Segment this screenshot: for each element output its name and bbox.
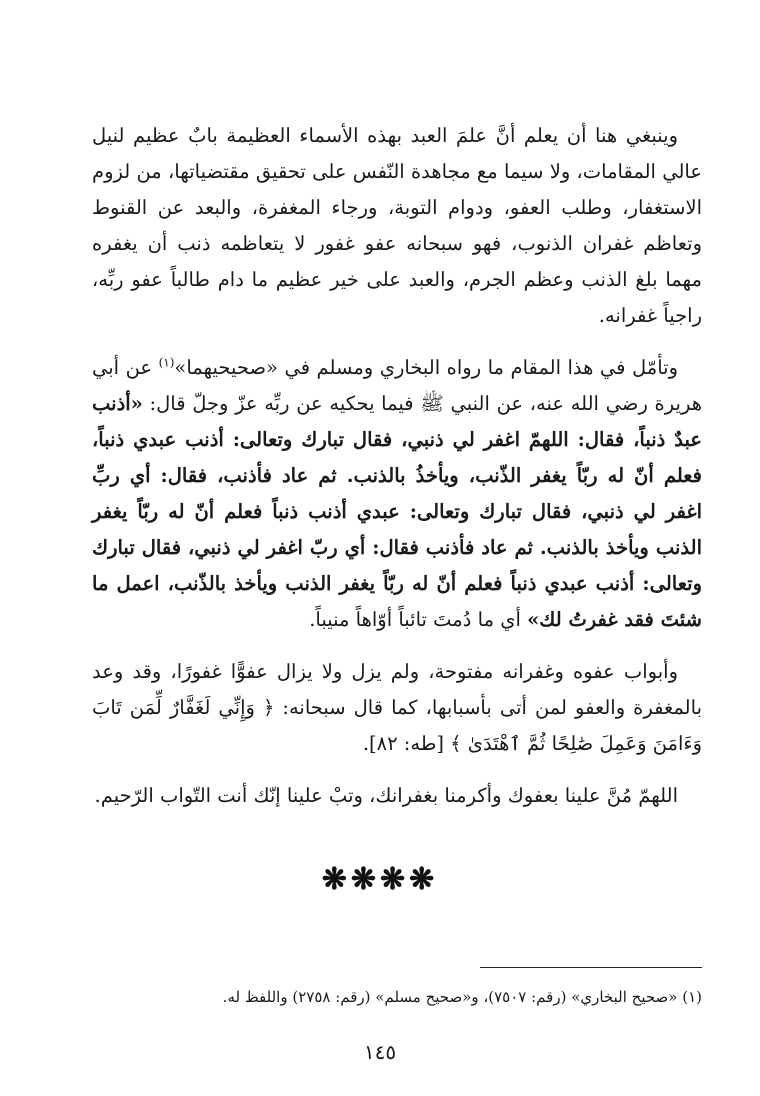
paragraph-4 — [92, 778, 702, 814]
hadith-text: «أذنب عبدٌ ذنباً، فقال: اللهمّ اغفر لي ذنبي، فقال تبارك وتعالى: أذنب عبدي ذنباً، فعلم أنّ له ربّاً يغفر الذّنب، ويأخذُ بالذنب. ثم عاد فأذنب، فقال: أي ربِّ اغفر لي ذنبي، فقال تبارك وتعالى: عبدي أذنب ذنباً فعلم أنّ له ربّاً يغفر الذنب ويأخذ بالذنب. ثم عاد فأذنب فقال: أي ربّ اغفر لي ذنبي، فقال تبارك وتعالى: أذنب عبدي ذنباً فعلم أنّ له ربّاً يغفر الذنب ويأخذ بالذّنب، اعمل ما شئتَ فقد غفرتُ لك» — [92, 392, 702, 631]
paragraph-2-outro: أي ما دُمتَ تائباً أوّاهاً منيباً. — [309, 608, 528, 631]
page-number: ١٤٥ — [363, 1040, 397, 1064]
paragraph-4-text: اللهمّ مُنَّ علينا بعفوك وأكرمنا بغفرانك، وتبْ علينا إنّك أنت التّواب الرّحيم. — [94, 784, 678, 807]
footnote: (١) «صحيح البخاري» (رقم: ٧٥٠٧)، و«صحيح مسلم» (رقم: ٢٧٥٨) واللفظ له. — [222, 988, 702, 1006]
page-body — [92, 118, 702, 830]
paragraph-3 — [92, 654, 702, 762]
footnote-divider — [480, 967, 702, 968]
paragraph-2 — [92, 350, 702, 638]
paragraph-1 — [92, 118, 702, 334]
footnote-marker[interactable]: (١) — [158, 355, 175, 370]
paragraph-2-intro: وتأمّل في هذا المقام ما رواه البخاري ومسلم في «صحيحيهما» — [174, 356, 678, 379]
paragraph-2-intro2: عن أبي هريرة رضي الله عنه، عن النبي ﷺ فيما يحكيه عن ربِّه عزّ وجلّ قال: — [92, 356, 702, 415]
paragraph-1-text: وينبغي هنا أن يعلم أنَّ علمَ العبد بهذه الأسماء العظيمة بابٌ عظيم لنيل عالي المقامات، ولا سيما مع مجاهدة النّفس على تحقيق مقتضياتها، من لزوم الاستغفار، وطلب العفو، ودوام التوبة، ورجاء المغفرة، والبعد عن القنوط وتعاظم غفران الذنوب، فهو سبحانه عفو غفور لا يتعاظمه ذنب أن يغفره مهما بلغ الذنب وعظم الجرم، والعبد على خير عظيم ما دام طالباً عفو ربِّه، راجياً غفرانه. — [92, 124, 702, 327]
paragraph-3-text: وأبواب عفوه وغفرانه مفتوحة، ولم يزل ولا يزال عفوًّا غفورًا، وقد وعد بالمغفرة والعفو لمن أتى بأسبابها، كما قال سبحانه: ﴿ وَإِنِّي لَغَفَّارٌ لِّمَن تَابَ وَءَامَنَ وَعَمِلَ صَٰلِحًا ثُمَّ ٱهْتَدَىٰ ﴾ [طه: ٨٢]. — [92, 660, 702, 755]
section-separator: ❋❋❋❋ — [321, 862, 439, 897]
